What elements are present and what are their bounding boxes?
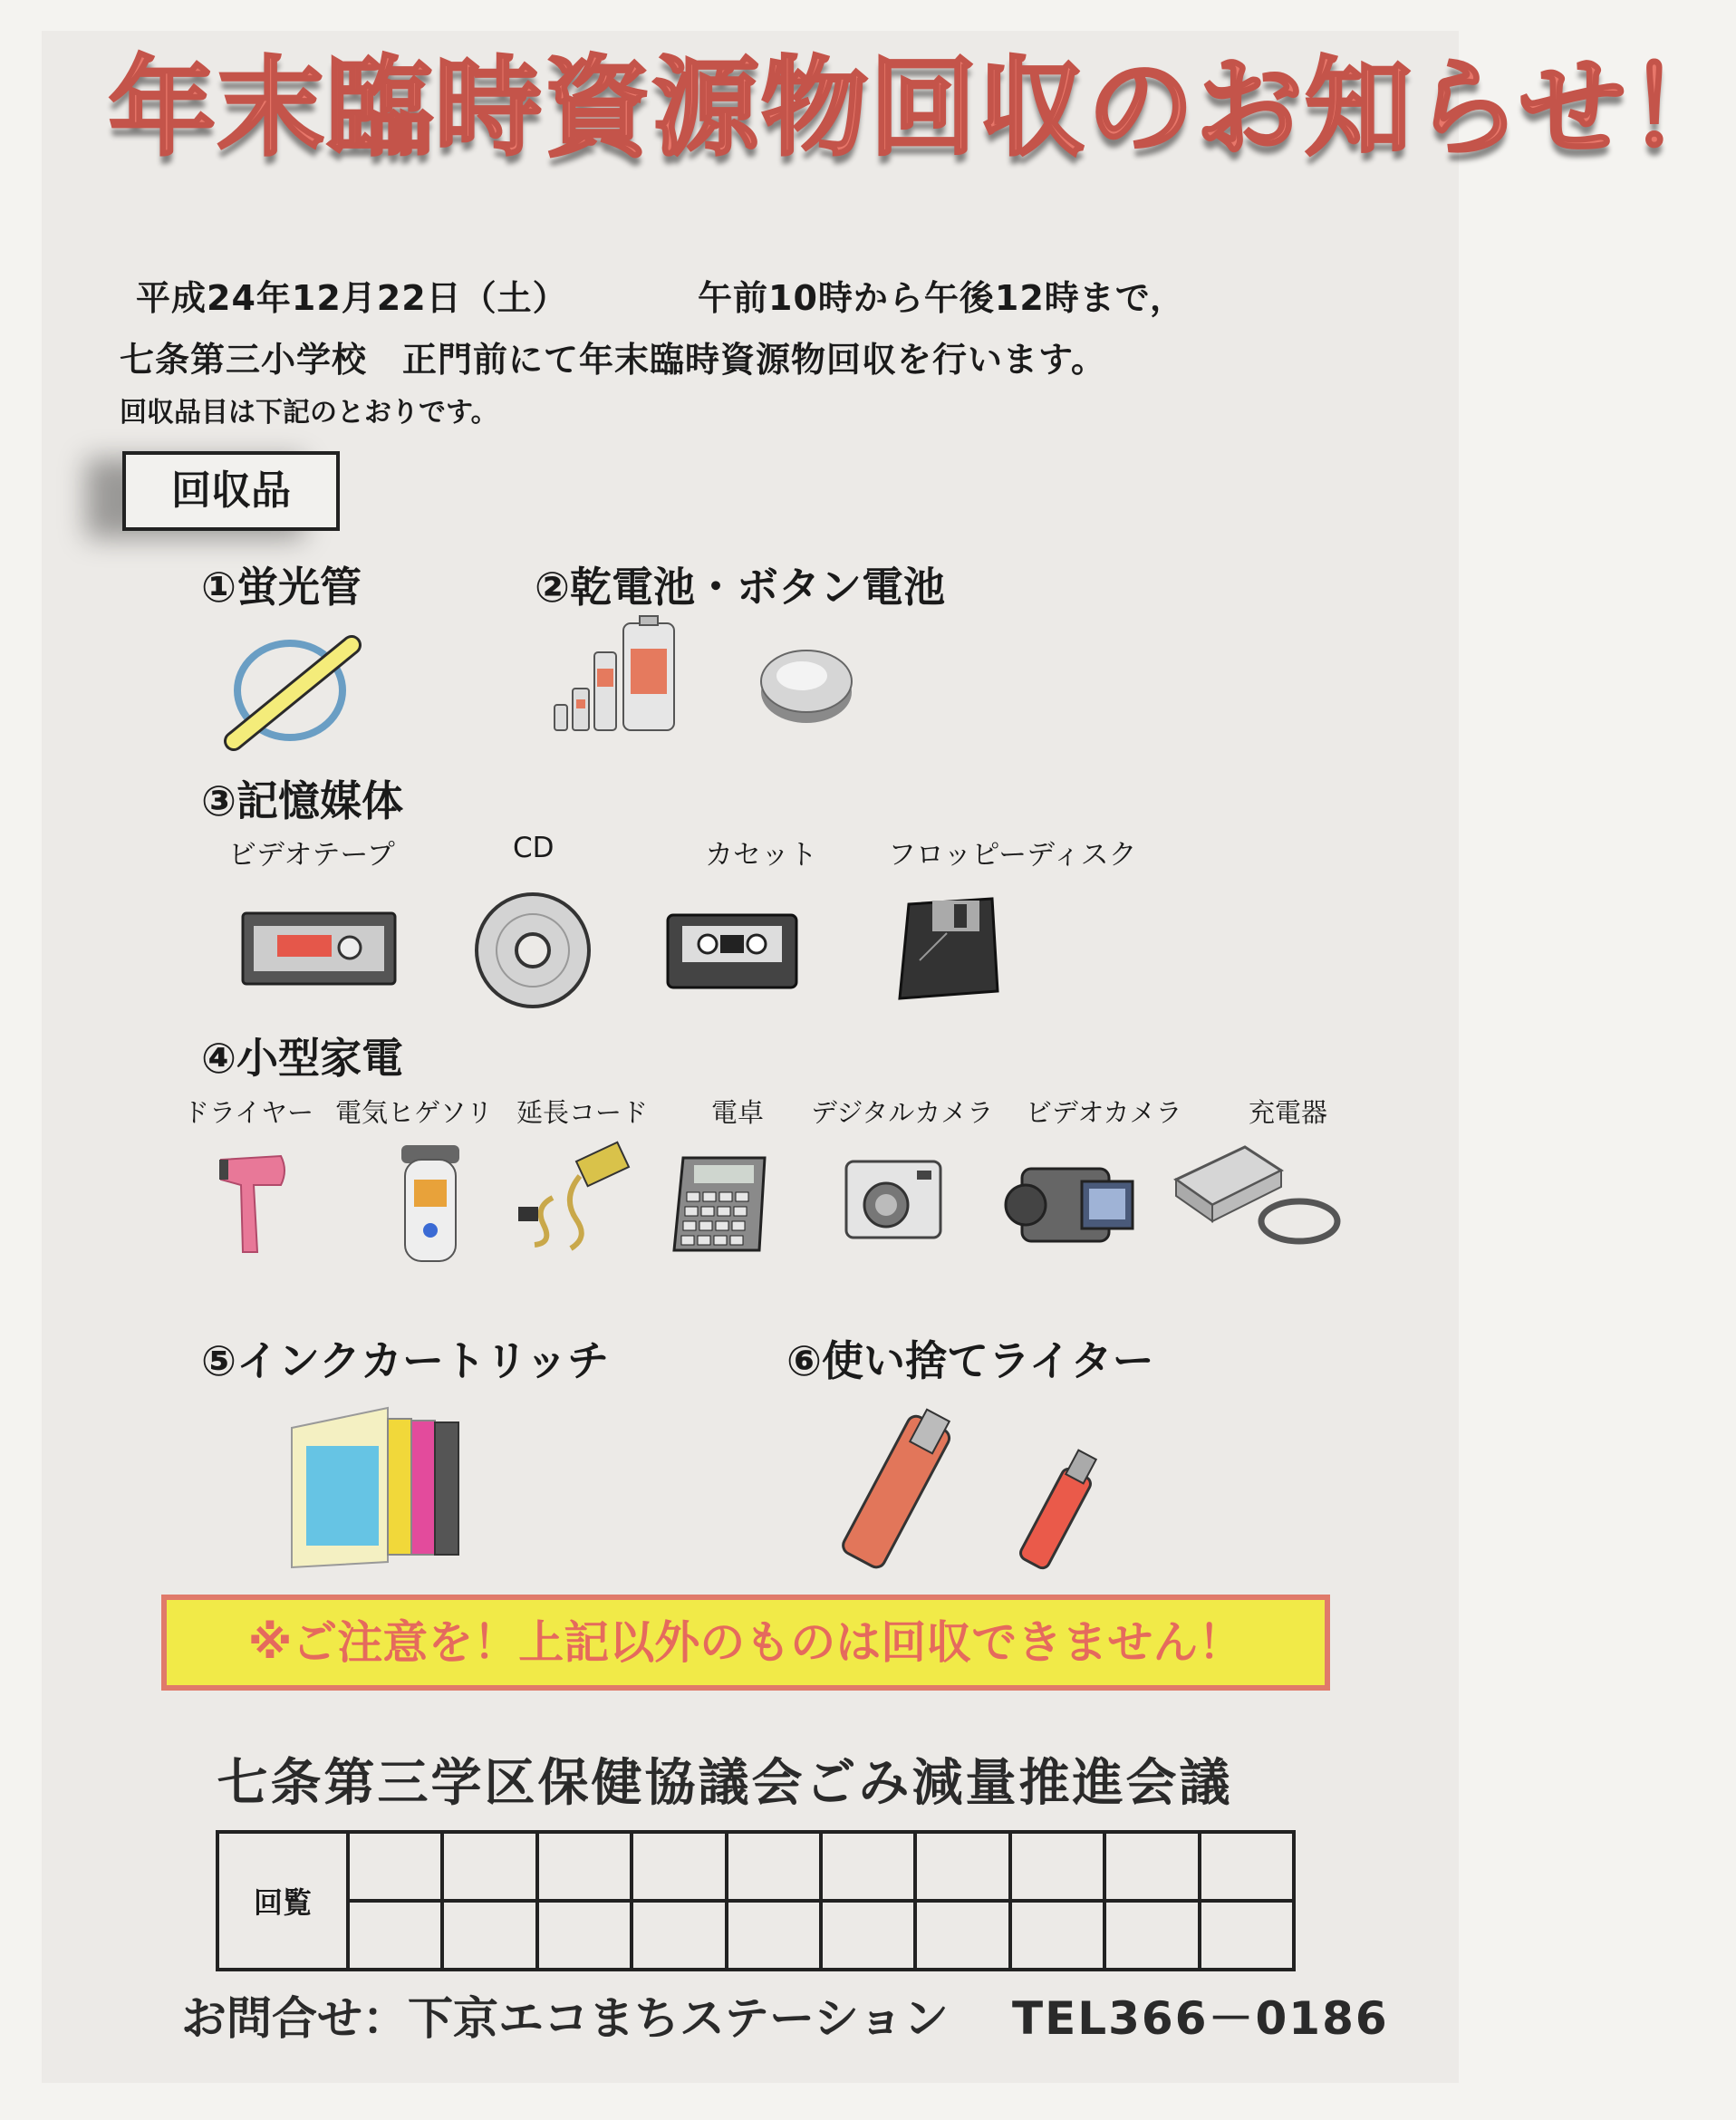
circulation-cell[interactable] [727, 1901, 821, 1970]
category-appliance-title: ④小型家電 [201, 1034, 403, 1083]
charger-icon [1172, 1143, 1343, 1252]
label-video-camera: ビデオカメラ [1026, 1097, 1182, 1128]
digital-camera-icon [844, 1152, 944, 1243]
flyer-title: 年末臨時資源物回収のお知らせ！ [109, 45, 1736, 170]
label-calculator: 電卓 [711, 1097, 765, 1128]
floppy-disk-icon [892, 897, 1001, 1004]
circulation-cell[interactable] [442, 1901, 536, 1970]
circulation-cell[interactable] [1104, 1901, 1199, 1970]
video-camera-icon [1004, 1151, 1136, 1248]
contact-label: お問合せ：下京エコまちステーション [181, 1992, 949, 2045]
circulation-cell[interactable] [821, 1901, 915, 1970]
category-ink-title: ⑤インクカートリッチ [201, 1336, 610, 1385]
circulation-label: 回覧 [217, 1832, 348, 1970]
circulation-cell[interactable] [1104, 1832, 1199, 1901]
circulation-cell[interactable] [442, 1832, 536, 1901]
category-battery-title: ②乾電池・ボタン電池 [535, 563, 945, 612]
calculator-icon [670, 1156, 770, 1254]
cassette-icon [666, 913, 800, 989]
circulation-cell[interactable] [537, 1901, 632, 1970]
circulation-cell[interactable] [821, 1832, 915, 1901]
intro-location: 七条第三小学校 正門前にて年末臨時資源物回収を行います。 [120, 340, 1106, 380]
organization-name: 七条第三学区保健協議会ごみ減量推進会議 [217, 1754, 1233, 1813]
intro-time: 午前10時から午後12時まで， [698, 278, 1186, 318]
contact-phone: TEL366－0186 [1012, 1992, 1389, 2045]
circulation-cell[interactable] [632, 1832, 726, 1901]
label-extension-cord: 延長コード [516, 1097, 649, 1128]
category-lighter-title: ⑥使い捨てライター [786, 1336, 1154, 1385]
circulation-cell[interactable] [1200, 1832, 1294, 1901]
category-fluorescent-title: ①蛍光管 [201, 563, 362, 612]
circulation-cell[interactable] [632, 1901, 726, 1970]
circulation-cell[interactable] [727, 1832, 821, 1901]
section-label: 回収品 [122, 451, 340, 531]
circulation-table [216, 1830, 1296, 1971]
fluorescent-tube-icon [225, 634, 361, 752]
circulation-cell[interactable] [1010, 1901, 1104, 1970]
circulation-cell[interactable] [915, 1832, 1009, 1901]
ink-cartridge-icon [288, 1401, 478, 1571]
extension-cord-icon [516, 1143, 634, 1252]
hair-dryer-icon [217, 1152, 290, 1261]
videotape-icon [241, 908, 397, 988]
label-floppy: フロッピーディスク [888, 839, 1137, 872]
label-cassette: カセット [705, 839, 817, 872]
circulation-cell[interactable] [915, 1901, 1009, 1970]
contact-line [181, 1982, 1389, 2048]
cd-icon [471, 892, 598, 1010]
label-dryer: ドライヤー [183, 1097, 314, 1128]
circulation-cell[interactable] [1200, 1901, 1294, 1970]
circulation-cell[interactable] [537, 1832, 632, 1901]
battery-icon [553, 616, 707, 734]
electric-shaver-icon [396, 1143, 465, 1265]
label-digital-camera: デジタルカメラ [811, 1097, 994, 1128]
label-videotape: ビデオテープ [228, 839, 395, 872]
category-media-title: ③記憶媒体 [201, 776, 403, 825]
circulation-cell[interactable] [1010, 1832, 1104, 1901]
label-charger: 充電器 [1249, 1097, 1328, 1128]
button-battery-icon [757, 645, 865, 727]
intro-date: 平成24年12月22日（土） [136, 278, 568, 318]
warning-banner: ※ご注意を！上記以外のものは回収できません！ [161, 1595, 1330, 1691]
intro-note: 回収品目は下記のとおりです。 [120, 397, 498, 429]
label-shaver: 電気ヒゲソリ [335, 1097, 493, 1128]
disposable-lighter-large-icon [834, 1406, 988, 1571]
disposable-lighter-small-icon [1008, 1450, 1125, 1569]
circulation-cell[interactable] [348, 1901, 442, 1970]
circulation-cell[interactable] [348, 1832, 442, 1901]
label-cd: CD [513, 832, 555, 864]
